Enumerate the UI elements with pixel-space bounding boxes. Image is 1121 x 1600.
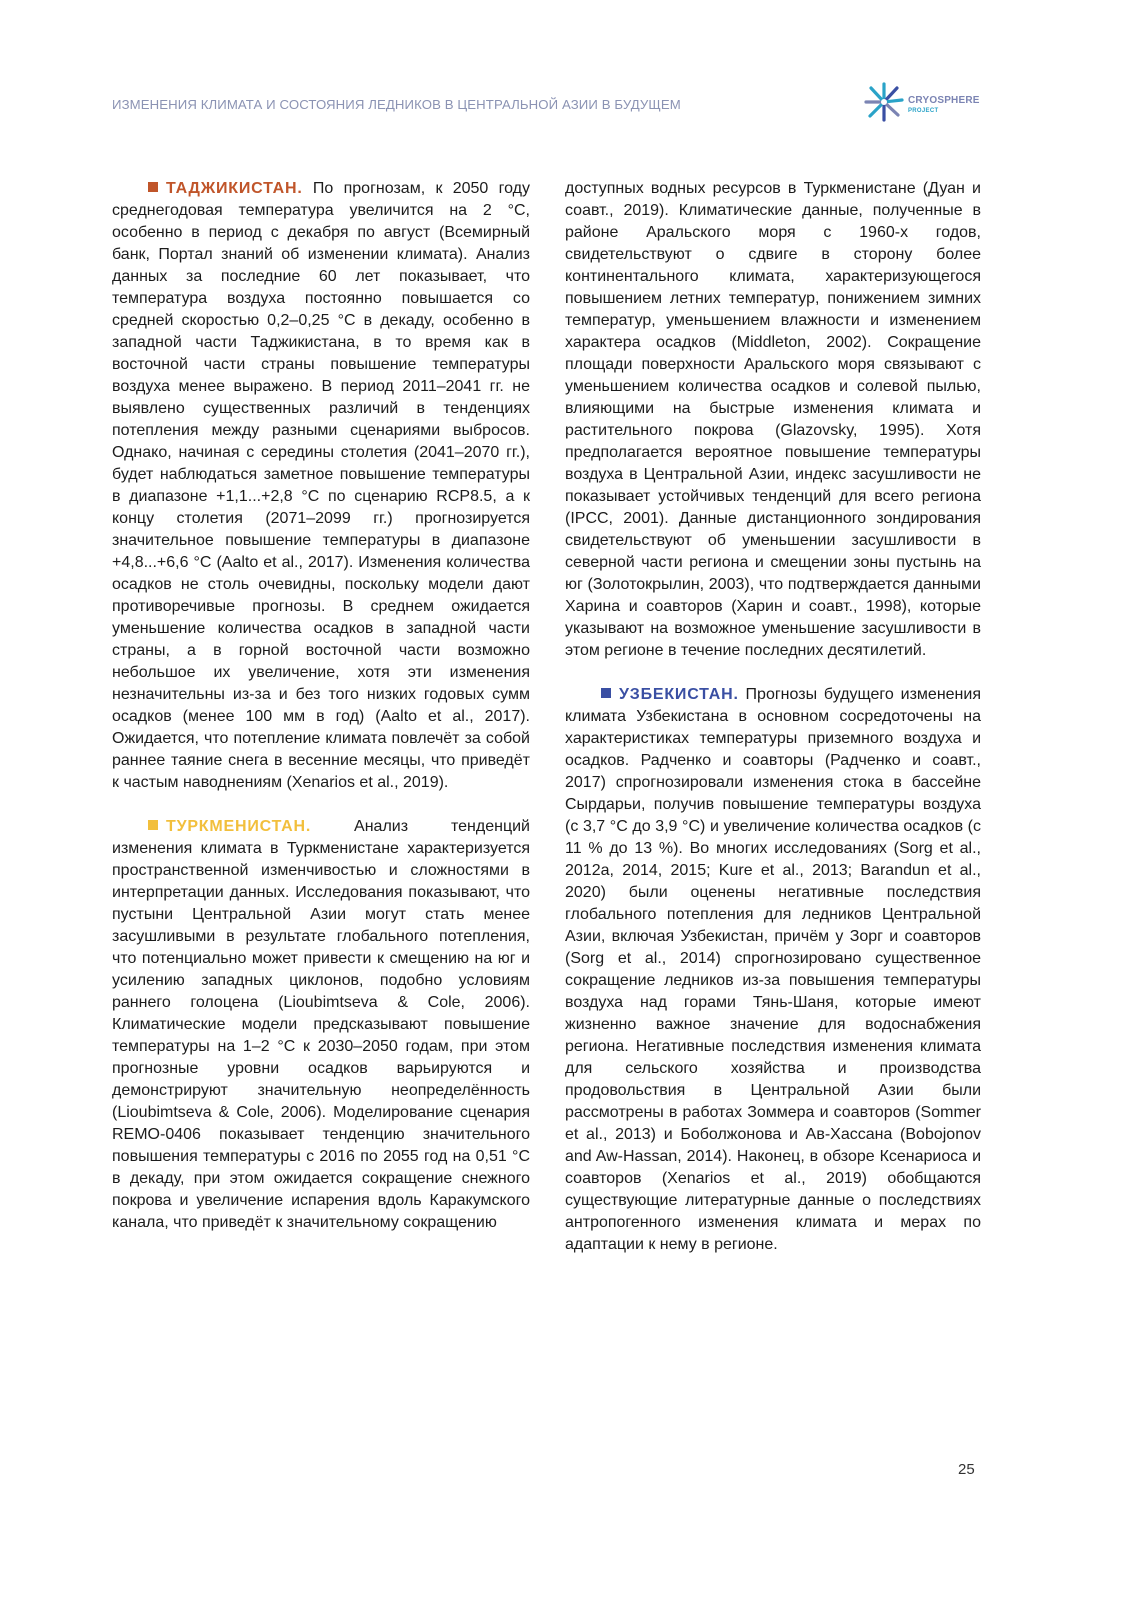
uzbekistan-text: Прогнозы будущего изменения климата Узбекистана в основном сосредоточены на характеристиках температуры приземного воздуха и осадков. Радченко и соавторы (Радченко и соавт., 2017) спрогнозировали изменения стока в бассейне Сырдарьи, получив повышение температуры воздуха (с 3,7 °C до 3,9 °C) и увеличение количества осадков (с 11 % до 13 %). Во многих исследованиях (Sorg et al., 2012a, 2014, 2015; Kure et al., 2013; Barandun et al., 2020) были оценены негативные последствия глобального потепления для ледников Центральной Азии, включая Узбекистан, причём у Зорг и соавторов (Sorg et al., 2014) спрогнозировано существенное сокращение ледников из-за повышения температуры воздуха над горами Тянь-Шаня, которые имеют жизненно важное значение для водоснабжения региона. Негативные последствия изменения климата для сельского хозяйства и производства продовольствия в Центральной Азии были рассмотрены в работах Зоммера и соавторов (Sommer et al., 2013) и Боболжонова и Ав-Хассана (Bobojonov and Aw-Hassan, 2014). Наконец, в обзоре Ксенариоса и соавторов (Xenarios et al., 2019) обобщаются существующие литературные данные о последствиях антропогенного изменения климата и мерах по адаптации к нему в регионе. [565,686,981,1253]
tajikistan-heading: ТАДЖИКИСТАН. [166,180,303,197]
turkmenistan-bullet-icon [148,820,158,830]
logo-text-cryosphere: CRYOSPHERE [908,95,980,106]
turkmenistan-continuation: доступных водных ресурсов в Туркменистане (Дуан и соавт., 2019). Климатические данные, полученные в районе Аральского моря с 1960-х годов, свидетельствуют о сдвиге в сторону более континентального климата, характеризующегося повышением летних температур, понижением зимних температур, уменьшением влажности и изменением характера осадков (Middleton, 2002). Сокращение площади поверхности Аральского моря связывают с уменьшением количества осадков и солевой пылью, влияющими на быстрые изменения климата и растительного покрова (Glazovsky, 1995). Хотя предполагается вероятное повышение температуры воздуха в Центральной Азии, индекс засушливости не показывает устойчивых тенденций для всего региона (IPCC, 2001). Данные дистанционного зондирования свидетельствуют об уменьшении засушливости в северной части региона и смещении зоны пустынь на юг (Золотокрылин, 2003), что подтверждается данными Харина и соавторов (Харин и соавт., 1998), которые указывают на возможное уменьшение засушливости в этом регионе в течение последних десятилетий. [565,180,981,659]
uzbekistan-bullet-icon [601,688,611,698]
snowflake-logo-icon [862,80,906,124]
turkmenistan-text: Анализ тенденций изменения климата в Туркменистане характеризуется пространственной изменчивостью и сложностями в интерпретации данных. Исследования показывают, что пустыни Центральной Азии могут стать менее засушливыми в результате глобального потепления, что потенциально может привести к смещению на юг и усилению западных циклонов, подобно условиям раннего голоцена (Lioubimtseva & Cole, 2006). Климатические модели предсказывают повышение температуры на 1–2 °C к 2030–2050 годам, при этом прогнозные уровни осадков варьируются и демонстрируют значительную неопределённость (Lioubimtseva & Cole, 2006). Моделирование сценария REMO-0406 показывает тенденцию значительного повышения температуры с 2016 по 2055 год на 0,51 °C в декаду, при этом ожидается сокращение снежного покрова и увеличение испарения вдоль Каракумского канала, что приведёт к значительному сокращению [112,818,530,1231]
tajikistan-paragraph [112,178,530,794]
right-column [565,178,981,1256]
running-header: ИЗМЕНЕНИЯ КЛИМАТА И СОСТОЯНИЯ ЛЕДНИКОВ В ЦЕНТРАЛЬНОЙ АЗИИ В БУДУЩЕМ [112,97,681,112]
turkmenistan-heading: ТУРКМЕНИСТАН. [166,818,312,835]
tajikistan-text: По прогнозам, к 2050 году среднегодовая температура увеличится на 2 °C, особенно в период с декабря по август (Всемирный банк, Портал знаний об изменении климата). Анализ данных за последние 60 лет показывает, что температура воздуха постоянно повышается со средней скоростью 0,2–0,25 °C в декаду, особенно в западной части Таджикистана, в то время как в восточной части страны повышение температуры воздуха менее выражено. В период 2011–2041 гг. не выявлено существенных различий в тенденциях потепления между разными сценариями выбросов. Однако, начиная с середины столетия (2041–2070 гг.), будет наблюдаться заметное повышение температуры в диапазоне +1,1...+2,8 °C по сценарию RCP8.5, а к концу столетия (2071–2099 гг.) прогнозируется значительное повышение температуры в диапазоне +4,8...+6,6 °C (Aalto et al., 2017). Изменения количества осадков не столь очевидны, поскольку модели дают противоречивые прогнозы. В среднем ожидается уменьшение количества осадков в западной части страны, а в горной восточной части возможно небольшое их увеличение, хотя эти изменения незначительны из-за и без того низких годовых сумм осадков (менее 100 мм в год) (Aalto et al., 2017). Ожидается, что потепление климата повлечёт за собой раннее таяние снега в весенние месяцы, что приведёт к частым наводнениям (Xenarios et al., 2019). [112,180,530,791]
page-number: 25 [958,1461,975,1478]
tajikistan-bullet-icon [148,182,158,192]
uzbekistan-paragraph [565,684,981,1256]
turkmenistan-paragraph [112,816,530,1234]
uzbekistan-heading: УЗБЕКИСТАН. [619,686,739,703]
cryosphere-logo [862,80,992,130]
logo-text-project: PROJECT [908,108,939,114]
left-column [112,178,530,1234]
